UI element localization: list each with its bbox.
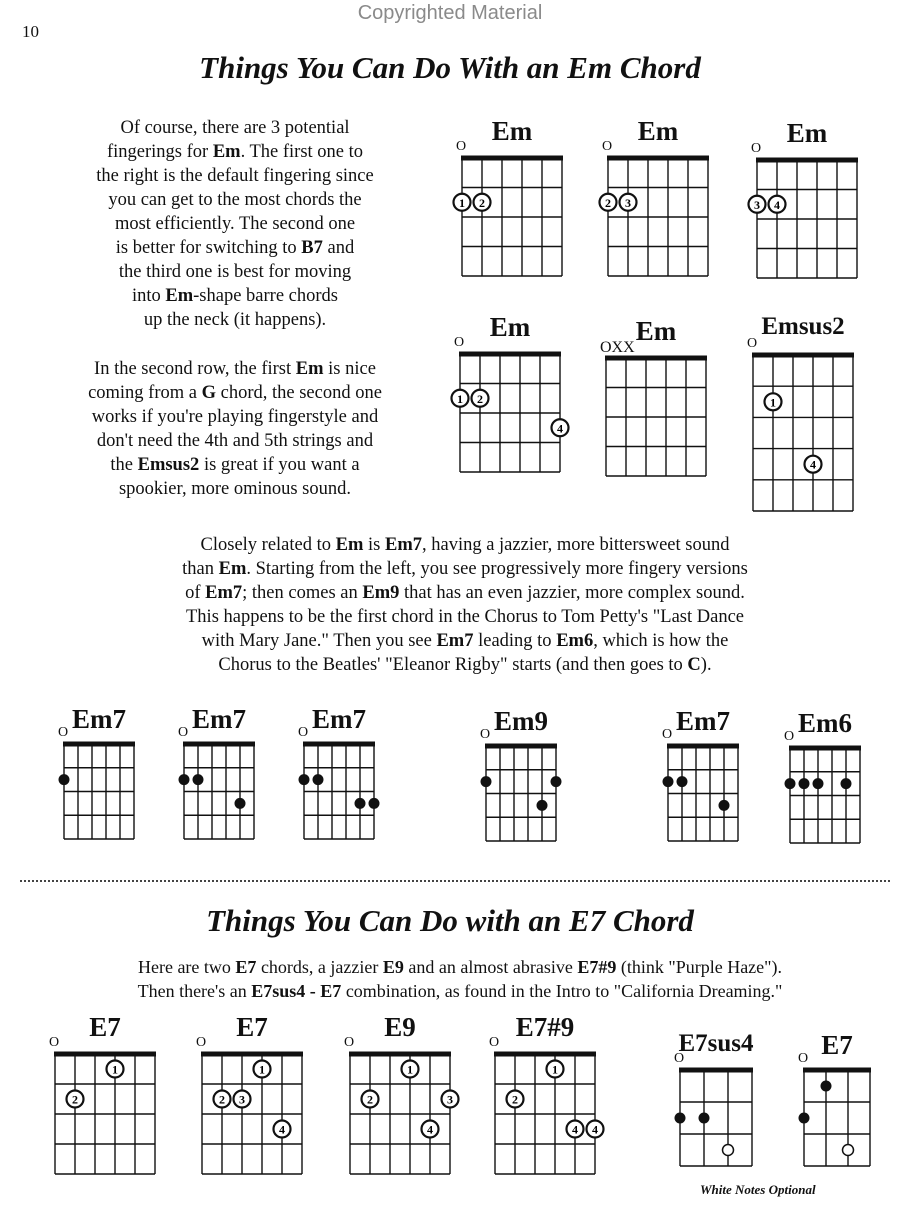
finger-number: 1 (407, 1062, 413, 1077)
finger-dot (551, 776, 562, 787)
open-string-marker: O (49, 1035, 60, 1050)
finger-dot (179, 774, 190, 785)
finger-number-marker (600, 194, 617, 211)
finger-number: 3 (754, 197, 760, 212)
chord-name: Em (489, 312, 531, 342)
text-run: Chorus to the Beatles' "Eleanor Rigby" starts (and then goes to (218, 655, 688, 675)
text-run: . The first one to (240, 142, 364, 162)
text-run: combination, as found in the Intro to "California Dreaming." (341, 981, 783, 1001)
finger-number: 2 (72, 1092, 78, 1107)
chord-name: Em7 (192, 704, 246, 734)
chord-diagram-grid (804, 1070, 870, 1166)
text-line (100, 533, 830, 557)
text-line (40, 164, 430, 188)
text-run: fingerings for (106, 142, 213, 162)
finger-number: 4 (774, 197, 780, 212)
open-string-marker: O (196, 1035, 207, 1050)
finger-number: 3 (447, 1092, 453, 1107)
text-run: spookier, more ominous sound. (118, 479, 352, 499)
text-line (30, 405, 440, 429)
white-notes-footnote: White Notes Optional (700, 1182, 816, 1197)
em-intro-paragraph (40, 116, 430, 332)
finger-number-marker (274, 1121, 291, 1138)
chord-diagram-grid (55, 1054, 155, 1174)
open-string-marker: O (602, 139, 613, 154)
open-string-marker: O (298, 725, 309, 740)
finger-number: 2 (477, 391, 483, 406)
finger-number: 1 (112, 1062, 118, 1077)
finger-dot (675, 1113, 686, 1124)
finger-number-marker (552, 419, 569, 436)
open-string-marker: O (798, 1051, 809, 1066)
text-line (100, 605, 830, 629)
open-string-marker: O (454, 335, 465, 350)
open-string-marker: O (674, 1051, 685, 1066)
text-run: chord, the second one (216, 383, 382, 403)
text-run: that has an even jazzier, more complex sound. (399, 583, 745, 603)
text-run: into (131, 286, 166, 306)
chord-diagram-grid (350, 1054, 453, 1174)
finger-dot (719, 800, 730, 811)
finger-number-marker (769, 196, 786, 213)
text-line (100, 581, 830, 605)
finger-number-marker (454, 194, 471, 211)
chord-diagram-grid (184, 744, 254, 839)
text-line (40, 140, 430, 164)
section-divider (20, 880, 890, 882)
text-run: Of course, there are 3 potential (120, 118, 350, 138)
finger-number: 2 (479, 195, 485, 210)
finger-number-marker (567, 1121, 584, 1138)
finger-dot (813, 778, 824, 789)
text-run: leading to (473, 631, 557, 651)
text-line (40, 188, 430, 212)
open-string-marker: O (456, 139, 467, 154)
text-run: up the neck (it happens). (143, 310, 327, 330)
text-line (20, 955, 900, 979)
open-string-marker: O (784, 729, 795, 744)
finger-dot (235, 798, 246, 809)
chord-reference: Em6 (556, 631, 594, 651)
e7-paragraph (20, 955, 900, 1003)
chord-name: E7 (821, 1030, 853, 1060)
finger-number-marker (362, 1091, 379, 1108)
chord-name: E7sus4 (678, 1030, 754, 1057)
text-run: with Mary Jane." Then you see (201, 631, 437, 651)
chord-name: Em (635, 316, 677, 346)
open-string-marker: O (480, 727, 491, 742)
chord-reference: E7 (235, 957, 257, 977)
finger-number: 2 (605, 195, 611, 210)
chord-reference: Em7 (205, 583, 243, 603)
chord-name: E7#9 (515, 1012, 575, 1042)
chord-reference: C (687, 655, 701, 675)
finger-number-marker (472, 390, 489, 407)
text-run: the third one is best for moving (118, 262, 352, 282)
chord-name: Emsus2 (761, 313, 845, 340)
finger-number-marker (422, 1121, 439, 1138)
finger-dot (799, 1113, 810, 1124)
chord-diagram-grid (790, 748, 860, 843)
finger-number-marker (749, 196, 766, 213)
finger-number-marker (234, 1091, 251, 1108)
chord-name: Em7 (72, 704, 126, 734)
chord-diagram-grid (605, 158, 708, 276)
text-line (100, 629, 830, 653)
chord-reference: B7 (301, 238, 323, 258)
text-line (40, 260, 430, 284)
text-run: works if you're playing fingerstyle and (91, 407, 379, 427)
finger-dot (841, 778, 852, 789)
finger-dot (799, 778, 810, 789)
chord-reference: E7#9 (577, 957, 617, 977)
text-run: is better for switching to (115, 238, 302, 258)
text-line (40, 308, 430, 332)
finger-dot (193, 774, 204, 785)
finger-number-marker (620, 194, 637, 211)
page-number: 10 (22, 22, 39, 41)
finger-number: 1 (259, 1062, 265, 1077)
chord-reference: Em7 (436, 631, 474, 651)
chord-reference: E7sus4 - E7 (251, 981, 342, 1001)
chord-diagram-grid (304, 744, 374, 839)
text-run: coming from a (88, 383, 202, 403)
chord-diagram-grid (606, 358, 706, 476)
text-run: than (182, 559, 219, 579)
chord-name: Em7 (312, 704, 366, 734)
chord-diagram-grid (457, 354, 563, 472)
chord-diagram-grid (754, 160, 857, 278)
chord-reference: Em (165, 286, 194, 306)
finger-number: 4 (279, 1122, 285, 1137)
finger-number-marker (547, 1061, 564, 1078)
chord-reference: Em (212, 142, 241, 162)
chord-reference: Em (218, 559, 247, 579)
em-second-row-paragraph (30, 357, 440, 501)
text-line (30, 357, 440, 381)
chord-diagram-grid (668, 746, 738, 841)
optional-note-marker (843, 1145, 854, 1156)
finger-number: 1 (552, 1062, 558, 1077)
text-run: In the second row, the first (94, 359, 296, 379)
open-string-marker: O (662, 727, 673, 742)
finger-number: 2 (219, 1092, 225, 1107)
text-run: is nice (323, 359, 376, 379)
text-run: don't need the 4th and 5th strings and (96, 431, 374, 451)
text-line (30, 453, 440, 477)
text-run: and (322, 238, 355, 258)
finger-dot (677, 776, 688, 787)
chord-diagram-grid (753, 355, 853, 511)
text-run: Here are two (137, 957, 236, 977)
finger-number-marker (214, 1091, 231, 1108)
chord-name: E7 (89, 1012, 121, 1042)
finger-number-marker (254, 1061, 271, 1078)
open-string-marker: O (178, 725, 189, 740)
text-run: . Starting from the left, you see progressively more fingery versions (246, 559, 748, 579)
finger-number: 2 (512, 1092, 518, 1107)
chord-diagram-grid (459, 158, 562, 276)
finger-number: 4 (592, 1122, 598, 1137)
finger-dot (355, 798, 366, 809)
text-run: chords, a jazzier (256, 957, 383, 977)
finger-number-marker (402, 1061, 419, 1078)
text-run: ). (700, 655, 712, 675)
text-line (30, 477, 440, 501)
open-string-marker: OXX (600, 339, 635, 356)
chord-reference: Em (295, 359, 324, 379)
finger-number: 2 (367, 1092, 373, 1107)
text-line (40, 284, 430, 308)
text-line (40, 212, 430, 236)
chord-reference: Em7 (384, 535, 422, 555)
finger-number-marker (107, 1061, 124, 1078)
em7-paragraph (100, 533, 830, 677)
chord-name: Em9 (494, 706, 548, 736)
open-string-marker: O (344, 1035, 355, 1050)
chord-name: Em6 (798, 708, 852, 738)
text-run: (think "Purple Haze"). (616, 957, 783, 977)
text-run: the (110, 455, 138, 475)
open-string-marker: O (751, 141, 762, 156)
text-line (20, 979, 900, 1003)
chord-reference: Em9 (362, 583, 400, 603)
chord-diagram-grid (680, 1070, 752, 1166)
text-run: -shape barre chords (193, 286, 338, 306)
text-run: , which is how the (593, 631, 729, 651)
finger-number-marker (442, 1091, 459, 1108)
finger-number: 4 (427, 1122, 433, 1137)
chord-diagram-grid (495, 1054, 598, 1174)
text-run: is (363, 535, 385, 555)
chord-name: E9 (384, 1012, 416, 1042)
text-line (100, 653, 830, 677)
finger-number-marker (452, 390, 469, 407)
finger-number: 4 (557, 421, 563, 436)
em-section-title: Things You Can Do With an Em Chord (199, 50, 701, 85)
chord-name: Em (491, 116, 533, 146)
text-run: This happens to be the first chord in the Chorus to Tom Petty's "Last Dance (186, 607, 744, 627)
text-line (30, 381, 440, 405)
chord-reference: E9 (382, 957, 404, 977)
chord-diagram-grid (486, 746, 556, 841)
finger-number: 3 (625, 195, 631, 210)
text-run: the right is the default fingering since (96, 166, 374, 186)
chord-name: E7 (236, 1012, 268, 1042)
finger-number: 1 (770, 395, 776, 410)
chord-diagram-grid (64, 744, 134, 839)
text-run: and an almost abrasive (403, 957, 578, 977)
finger-number-marker (765, 393, 782, 410)
open-string-marker: O (489, 1035, 500, 1050)
finger-number-marker (474, 194, 491, 211)
text-run: Closely related to (200, 535, 336, 555)
text-run: ; then comes an (242, 583, 363, 603)
text-line (40, 116, 430, 140)
text-line (100, 557, 830, 581)
finger-dot (699, 1113, 710, 1124)
finger-dot (59, 774, 70, 785)
chord-name: Em (637, 116, 679, 146)
chord-reference: G (201, 383, 216, 403)
text-run: most efficiently. The second one (114, 214, 356, 234)
finger-number-marker (507, 1091, 524, 1108)
finger-dot (369, 798, 380, 809)
finger-dot (821, 1081, 832, 1092)
text-run: of (185, 583, 206, 603)
finger-dot (663, 776, 674, 787)
chord-name: Em (786, 118, 828, 148)
e7-section-title: Things You Can Do with an E7 Chord (206, 903, 694, 938)
finger-number: 1 (459, 195, 465, 210)
copyright-watermark: Copyrighted Material (357, 2, 543, 24)
text-line (30, 429, 440, 453)
open-string-marker: O (58, 725, 69, 740)
finger-dot (537, 800, 548, 811)
finger-dot (481, 776, 492, 787)
optional-note-marker (723, 1145, 734, 1156)
finger-dot (785, 778, 796, 789)
finger-dot (299, 774, 310, 785)
chord-diagram-grid (202, 1054, 302, 1174)
chord-reference: Em (335, 535, 364, 555)
finger-number-marker (67, 1091, 84, 1108)
text-run: , having a jazzier, more bittersweet sound (421, 535, 730, 555)
finger-number: 1 (457, 391, 463, 406)
finger-number-marker (805, 456, 822, 473)
finger-number: 4 (572, 1122, 578, 1137)
finger-dot (313, 774, 324, 785)
finger-number: 4 (810, 457, 816, 472)
chord-reference: Emsus2 (137, 455, 200, 475)
chord-name: Em7 (676, 706, 730, 736)
finger-number: 3 (239, 1092, 245, 1107)
text-run: you can get to the most chords the (108, 190, 362, 210)
text-run: is great if you want a (199, 455, 360, 475)
finger-number-marker (587, 1121, 604, 1138)
text-run: Then there's an (137, 981, 252, 1001)
text-line (40, 236, 430, 260)
open-string-marker: O (747, 336, 758, 351)
